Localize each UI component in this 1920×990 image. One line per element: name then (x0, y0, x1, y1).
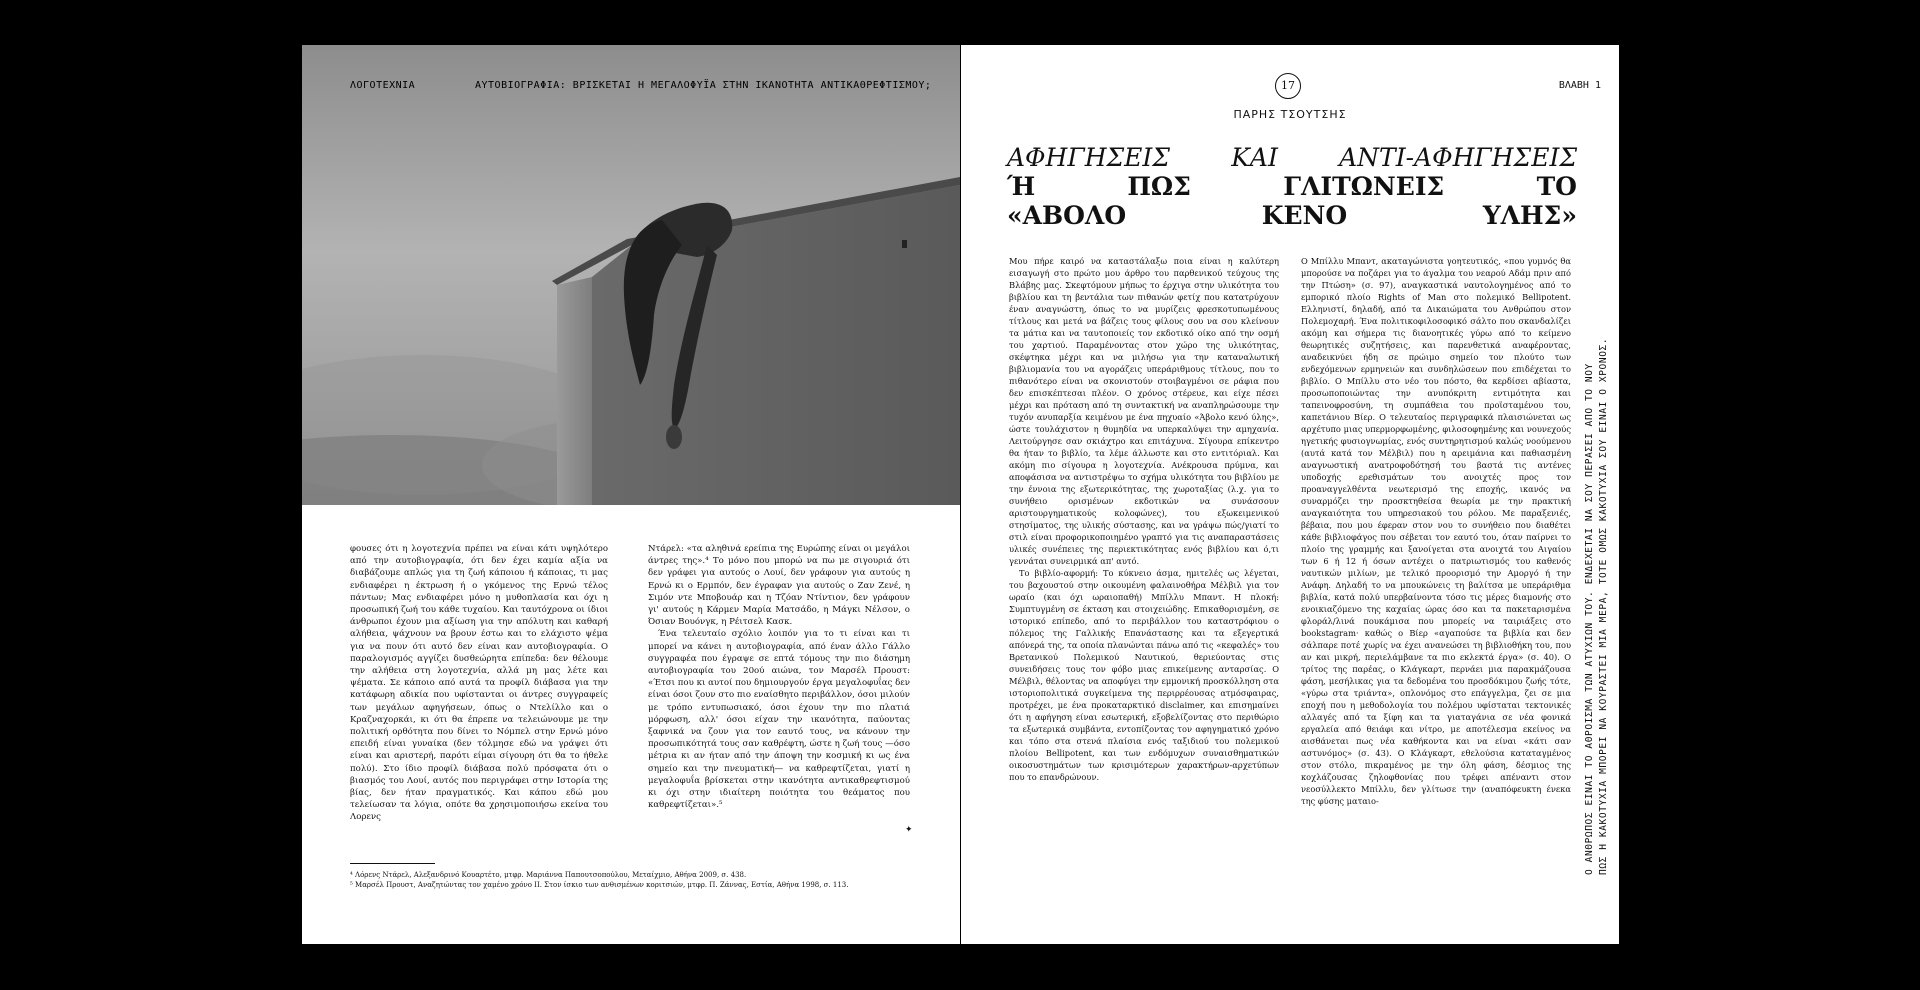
right-page (961, 45, 1619, 944)
title-word: ΚΑΙ (1231, 143, 1278, 172)
title-line-3 (1007, 201, 1577, 230)
photo-woman-on-wall (302, 45, 960, 505)
paragraph: φουσες ότι η λογοτεχνία πρέπει να είναι κάτι υψηλότερο από την αυτοβιογραφία, ότι δεν έχει καμία αξία να διαβάζουμε απλώς για τη ζωή κάποιου ή κάποιας, τι μας ενδιαφέρει η έκτρωση ή ο γκόμενος της Ερνώ τέλος πάντων; Μας ενδιαφέρει μόνο η μυθοπλασία και όχι η προσωπική ζωή του κάθε τυχαίου. Και ταυτόχρονα οι ίδιοι άνθρωποι έχουν μια αξίωση για την απόλυτη και καθαρή αλήθεια, ψάχνουν να βρουν έστω και το ελάχιστο ψέμα για να πουν ότι αυτό δεν είναι καν αυτοβιογραφία. Ο παραλογισμός αγγίζει δυσθεώρητα επίπεδα: δεν θέλουμε την αλήθεια στη λογοτεχνία, αλλά μη μας λέτε και ψέματα. Σε κάποιο από αυτά τα προφίλ διάβασα για την κατάφωρη αδικία που υφίστανται οι άντρες συγγραφείς των μεγάλων αφηγήσεων, όπως ο Ντελίλλο και ο Κραζναχορκάι, κι ότι θα έπρεπε να τελειώνουμε με την πολιτική ορθότητα που δίνει το Νόμπελ στην Ερνώ μόνο επειδή είναι γυναίκα (δεν τόλμησε εδώ να γράψει ότι είναι και αριστερή, παρότι είμαι σίγουρη ότι θα το ήθελε πολύ). Στο ίδιο προφίλ διάβασα πολύ πρόσφατα ότι ο βιασμός του Λουί, αυτός που περιγράφει στην Ιστορία της βίας, δεν ήταν πραγματικός. Και κάπου εδώ μου τελείωσαν τα λόγια, οπότε θα χρησιμοποιήσω εκείνα του Λορενς (350, 544, 608, 823)
left-column-2 (648, 543, 910, 811)
vertical-line-2: ΠΩΣ Η ΚΑΚΟΤΥΧΙΑ ΜΠΟΡΕΙ ΝΑ ΚΟΥΡΑΣΤΕΙ ΜΙΑ ΜΕΡΑ, ΤΟΤΕ ΟΜΩΣ ΚΑΚΟΤΥΧΙΑ ΣΟΥ ΕΙΝΑΙ Ο ΧΡΟΝΟΣ. (1598, 337, 1609, 875)
footnote-5: ⁵ Μαρσέλ Προυστ, Αναζητώντας τον χαμένο χρόνο ΙΙ. Στον ίσκιο των ανθισμένων κοριτσιών, μτφρ. Π. Ζάννας, Εστία, Αθήνα 1998, σ. 113. (350, 881, 849, 889)
left-header (350, 80, 940, 100)
title-word: ΑΝΤΙ-ΑΦΗΓΗΣΕΙΣ (1339, 143, 1577, 172)
running-head: ΑΥΤΟΒΙΟΓΡΑΦΙΑ: ΒΡΙΣΚΕΤΑΙ Η ΜΕΓΑΛΟΦΥΪΑ ΣΤΗΝ ΙΚΑΝΟΤΗΤΑ ΑΝΤΙΚΑΘΡΕΦΤΙΣΜΟΥ; (475, 80, 932, 91)
title-line-2 (1007, 172, 1577, 201)
vertical-quote-text (1583, 225, 1611, 875)
paragraph: Ο Μπίλλυ Μπαντ, ακαταγώνιστα γοητευτικός, «που γυμνός θα μπορούσε να ποζάρει για το άγαλμα του νεαρού Αδάμ πριν από την Πτώση» (σ. 97), αναγκαστικά ναυτολογημένος από το εμπορικό πλοίο Rights of Man στο πολεμικό Bellipotent. Ελληνιστί, δηλαδή, από τα Δικαιώματα του Ανθρώπου στον Πολεμοχαρή. Ένα πολιτικοφιλοσοφικό σάλτο που σκανδαλίζει ακόμη και σήμερα τις διανοητικές γύρω από το κείμενο θεωρητικές συζητήσεις, και παρενθετικά αναφέροντας, αναδεικνύει ήδη σε πρώιμο σημείο τον πλούτο των ενδεχόμενων ερμηνειών και συνδηλώσεων που επιδέχεται το βιβλίο. Ο Μπίλλυ στο νέο του πόστο, θα κερδίσει αβίαστα, προσωποποιώντας την ανυπόκριτη εντιμότητα και ταπεινοφροσύνη, τη συμπάθεια του προϊσταμένου του, καπετάνιου Βίερ. Ο τελευταίος περιγραφικά πλαισιώνεται ως αρχέτυπο μιας υπερμορφωμένης, φιλοσοφημένης και νουνεχούς ηγετικής φυσιογνωμίας, ενός συντηρητισμού καλώς νοούμενου (αυτά κατά τον Μέλβιλ) που η αρειμάνια και παθιασμένη αναγνωστική ανατροφοδότησή του βαστά τις αντένες υποδοχής ερεθισμάτων του ανοιχτές προς τον προαναγγελθέντα νεωτερισμό της εποχής, ικανός να συναρμόζει την προσκτηθείσα θεωρία με την πρακτική αναγκαιότητα του υπηρεσιακού του ρόλου. Με παραξενιές, βέβαια, που μου έφεραν στον νου το συνήθειο που διαθέτει κάθε βιβλιοφάγος που σέβεται τον εαυτό του, όταν παίρνει το πλοίο της γραμμής και ξανοίγεται στα ανοιχτά του Αιγαίου των 6 ή 12 ή όσων αντέχει ο πατριωτισμός του καθενός ναυτικών μιλίων, με τελικό προορισμό την Αμοργό ή την Ανάφη. Δηλαδή το να μπουκώνεις τη βαλίτσα με υπεράριθμα βιβλία, κατά πολύ υπερβαίνοντα τόσο τις μέρες διαμονής στο ενοικιαζόμενο της καχαίας ώρας όσο και τα πακεταρισμένα φλοράλ/λινά πουκάμισα που μπορείς να ταιριάξεις στο bookstagram· καθώς ο Βίερ «αγαπούσε τα βιβλία και δεν σάλπαρε ποτέ χωρίς να έχει ανανεώσει τη βιβλιοθήκη του, που αν και μικρή, περιελάμβανε τα πιο εκλεκτά έργα» (σ. 40). Ο τρίτος της παρέας, ο Κλάγκαρτ, περνάει μια παρακμάζουσα φάση, μεσήλικας για τα δεδομένα του προσδόκιμου ζωής τότε, «γύρω στα τριάντα», οπλονόμος στο επάγγελμα, ζει σε μια εποχή που η μεθοδολογία του πολέμου υφίσταται τεκτονικές αλλαγές από τα ξίφη και τα γιαταγάνια σε νέα φονικά εργαλεία από θειάφι και νίτρο, με αποτέλεσμα εκείνος να αισθάνεται πως νέα καθήκοντα και να είναι «κάτι σαν αστυνόμος» (σ. 43). Ο Κλάγκαρτ, εθελούσια καταταγμένος στον στόλο, πικραμένος με την όλη φάση, δέσμιος της κοχλάζουσας ζηλοφθονίας που τρέφει απέναντι στον νεοσύλλεκτο Μπίλλυ, δεν γλίτωσε την (αναπόφευκτη ένεκα της φύσης ματαιο- (1301, 256, 1571, 806)
right-column-1 (1009, 255, 1279, 783)
vertical-line-1: Ο ΑΝΘΡΩΠΟΣ ΕΙΝΑΙ ΤΟ ΑΘΡΟΙΣΜΑ ΤΩΝ ΑΤΥΧΙΩΝ ΤΟΥ. ΕΝΔΕΧΕΤΑΙ ΝΑ ΣΟΥ ΠΕΡΑΣΕΙ ΑΠΟ ΤΟ ΝΟΥ (1584, 363, 1595, 875)
title-word: «ΑΒΟΛΟ (1007, 201, 1127, 230)
title-word: ΑΦΗΓΗΣΕΙΣ (1007, 143, 1170, 172)
article-title (1007, 143, 1577, 230)
footnote-4: ⁴ Λόρενς Ντάρελ, Αλεξανδρινό Κουαρτέτο, μτφρ. Μαριάννα Παπουτσοπούλου, Μεταίχμιο, Αθήνα 2009, σ. 438. (350, 871, 747, 879)
paragraph: Ένα τελευταίο σχόλιο λοιπόν για το τι είναι και τι μπορεί να κάνει η αυτοβιογραφία, από έναν άλλο Γάλλο συγγραφέα που έγραψε σε επτά τόμους την πιο διάσημη αυτοβιογραφία του 20ού αιώνα, τον Μαρσέλ Προυστ: «Έτσι που κι αυτοί που δημιουργούν έργα μεγαλοφυΐας δεν είναι όσοι ζουν στο πιο εναίσθητο περιβάλλον, όσοι μιλούν με τρόπο εντυπωσιακό, όσοι έχουν την πιο πλατιά μόρφωση, αλλ' όσοι είχαν την ικανότητα, παύοντας ξαφνικά να ζουν για τον εαυτό τους, να κάνουν την προσωπικότητά τους σαν καθρέφτη, ώστε η ζωή τους —όσο μέτρια κι αν ήταν από την άποψη την κοσμική κι ως ένα σημείο και την πνευματική— να καθρεφτίζεται, γιατί η μεγαλοφυΐα βρίσκεται στην ικανότητα αντικαθρεφτισμού κι όχι στην ιδιαίτερη ποιότητα του θεάματος που καθρεφτίζεται».⁵ (648, 629, 910, 811)
paragraph: Ντάρελ: «τα αληθινά ερείπια της Ευρώπης είναι οι μεγάλοι άντρες της».⁴ Το μόνο που μπορώ να πω με σιγουριά ότι δεν γράφει για αυτούς ο Λουί, δεν γράφουν για αυτούς η Ερνώ κι ο Ερμπόν, δεν έγραφαν για αυτούς ο Ζαν Ζενέ, η Σιμόν ντε Μποβουάρ και η Τζόαν Ντίντιον, δεν γράφουν γι' αυτούς η Κάρμεν Μαρία Ματσάδο, η Μάγκι Νέλσον, ο Όσιαν Βουόνγκ, η Ρέιτσελ Κασκ. (648, 544, 910, 628)
photo-illustration (302, 45, 960, 505)
author-name: ΠΑΡΗΣ ΤΣΟΥΤΣΗΣ (1233, 108, 1347, 121)
title-word: ΠΩΣ (1127, 172, 1191, 201)
magazine-spread (302, 45, 1619, 944)
section-label: ΛΟΓΟΤΕΧΝΙΑ (350, 80, 416, 91)
left-page (302, 45, 960, 944)
title-word: ΥΛΗΣ» (1482, 201, 1577, 230)
vertical-quote (1583, 225, 1613, 875)
title-line-1 (1007, 143, 1577, 172)
end-mark-icon: ✦ (905, 825, 913, 835)
title-word: Ή (1007, 172, 1035, 201)
title-word: ΚΕΝΟ (1261, 201, 1348, 230)
title-word: ΤΟ (1536, 172, 1577, 201)
left-column-1 (350, 543, 608, 824)
magazine-name: ΒΛΑΒΗ 1 (1558, 80, 1601, 91)
paragraph: Μου πήρε καιρό να καταστάλαξω ποια είναι η καλύτερη εισαγωγή στο πρώτο μου άρθρο του παρθενικού τεύχους της Βλάβης μας. Σκεφτόμουν μήπως το έρχιγα στην υλικότητα του βιβλίου και τη βεντάλια των πιθανών φετίχ που κατατρύχουν έναν αναγνώστη, όπως το να μυρίζεις φρεσκοτυπωμένους τίτλους και μετά να βάζεις τους φίλους σου να σου κλείνουν τα μάτια και να ταυτοποιείς τον εκδοτικό οίκο από την οσμή του χαρτιού. Παραμένοντας στον χώρο της υλικότητας, σκέφτηκα μέχρι και να μιλήσω για την καταναλωτική βιβλιομανία του να αγοράζεις υπεράριθμους τίτλους, που το πιθανότερο είναι να σκονιστούν στοιβαγμένοι σε ράφια που δεν επισκέπτεσαι πλέον. Ο χρόνος στέρευε, και είχε πέσει μέχρι και πρόταση από τη συντακτική να αναπληρώσουμε την τυχόν ανυπαρξία κειμένου με ένα πηχυαίο «Άβολο κενό ύλης», ώστε τουλάχιστον η θυμηδία να υπερκαλύψει την αμηχανία. Λειτούργησε σαν σκιάχτρο και επιτάχυνα. Σίγουρα επίκεντρο θα ήταν το βιβλίο, τα λέμε άλλωστε και στο εντιτόριαλ. Και ακόμη πιο σίγουρα η λογοτεχνία. Ανέκρουσα πρύμνα, και αποφάσισα να αντιστρέψω το σχήμα υλικότητα του βιβλίου με την έννοια της εξωτερικότητας, της χωροταξίας (λ.χ. για το συνήθειο ορισμένων εκδοτικών να συνάσσουν αριστουργηματικούς κολοφώνες), του εξωκειμενικού στησίματος, της υλικής σύστασης, και να γράψω πώς/γιατί το στιλ είναι προφορικοποιημένο γραπτό για τις αναπαραστάσεις υλικές συνέπειες της περιεκτικότητας ενός βιβλίου και ό,τι γεννάται συνειρμικά απ' αυτό. (1009, 256, 1279, 566)
right-column-2 (1301, 255, 1571, 807)
paragraph: Το βιβλίο-αφορμή: Το κύκνειο άσμα, ημιτελές ως λέγεται, του βαχουστού στην οικουμένη φαλαινοθήρα Μέλβιλ για τον ωραίο (και όχι ωραιοπαθή) Μπίλλυ Μπαντ. Η πλοκή: Συμπτυγμένη σε έκταση και στοιχειώδης. Επικαθορισμένη, σε ιστορικό επίπεδο, από το περιβάλλον του καταστρόφιου ο πόλεμος της Γαλλικής Επανάστασης και τα εξεγερτικά απόνερά της, τα οποία πλανώνται πάνω από τις «κεφαλές» του Βρετανικού Πολεμικού Ναυτικού, θεριεύοντας στις συνειδήσεις τους τον φόβο μιας επικείμενης ανταρσίας. Ο Μέλβιλ, θέλοντας να αποφύγει την εμμονική προσκόλληση στα ιστοριοπολιτικά συγκείμενα της περιρρέουσας ατμόσφαιρας, προτρέχει, με ένα προκαταρκτικό disclaimer, και επισημαίνει ότι η αφήγηση είναι εσωτερική, εξοβελίζοντας στο περιθώριο τα εξωτερικά συμβάντα, εντοπίζοντας τον αφηγηματικό χρόνο και τόπο στα στενά πλαίσια ενός ταξιδιού του πολεμικού πλοίου Bellipotent, και των ενδόμυχων συναισθηματικών οικοσυστημάτων των κρισιμότερων χαρακτήρων-αρχετύπων που το επανδρώνουν. (1009, 568, 1279, 782)
title-word: ΓΛΙΤΩΝΕΙΣ (1283, 172, 1445, 201)
footnotes (350, 870, 910, 890)
page-number: 17 (1275, 73, 1301, 99)
footnote-rule (350, 863, 435, 864)
